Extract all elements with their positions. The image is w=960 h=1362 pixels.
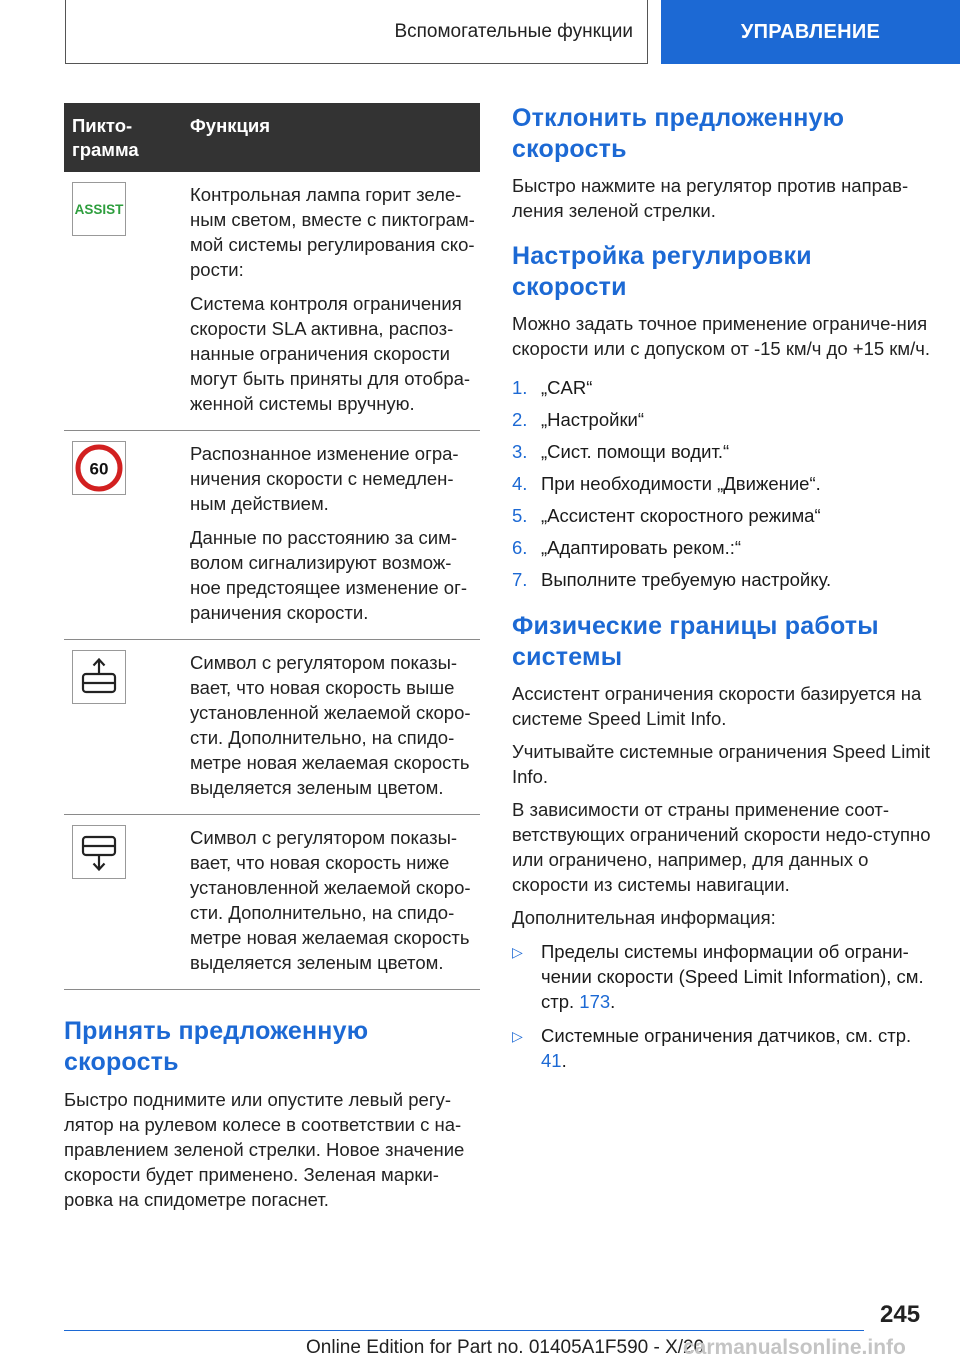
triangle-bullet-icon: ▷ — [512, 944, 523, 960]
edition-info: Online Edition for Part no. 01405A1F590 - X/20 — [306, 1337, 705, 1358]
system-limits-heading: Физические границы работы системы — [512, 612, 879, 671]
assist-icon-text: ASSIST — [74, 202, 124, 217]
list-item: 4. При необходимости „Движение“. — [512, 473, 821, 494]
left-column — [64, 103, 480, 1212]
list-item: 5. „Ассистент скоростного режима“ — [512, 505, 821, 526]
table-row — [64, 640, 480, 815]
list-item: 7. Выполните требуемую настройку. — [512, 569, 832, 590]
list-item: 3. „Сист. помощи водит.“ — [512, 441, 730, 462]
function-text: Символ с регулятором показы-вает, что новая скорость ниже установленной желаемой скоро-сти. Дополнительно, на спидо-метре новая желаемая скорость выделяется зеленым цветом. — [190, 827, 471, 973]
triangle-bullet-icon: ▷ — [512, 1028, 523, 1044]
reference-list — [512, 939, 932, 1073]
limits-text: Ассистент ограничения скорости базируется на системе Speed Limit Info. — [512, 683, 922, 729]
speed-limit-value: 60 — [89, 459, 109, 479]
table-row — [64, 172, 480, 431]
footer-divider — [64, 1330, 864, 1331]
assist-icon — [72, 182, 126, 236]
function-text: Данные по расстоянию за сим-волом сигнализируют возмож-ное предстоящее изменение ог-раничения скорости. — [190, 527, 467, 623]
table-row — [64, 431, 480, 640]
adjust-speed-heading: Настройка регулировки скорости — [512, 242, 812, 301]
column-header-pictogram: Пикто- грамма — [64, 103, 176, 172]
right-column — [512, 103, 932, 1082]
reject-speed-heading: Отклонить предложенную скорость — [512, 104, 845, 163]
function-text: Контрольная лампа горит зеле-ным светом, вместе с пиктограм-мой системы регулирования ско-рости: — [190, 184, 475, 280]
accept-speed-text: Быстро поднимите или опустите левый регу-лятор на рулевом колесе в соответствии с на-правлением зеленой стрелки. Новое значение скорости будет применено. Зеленая марки-ровка на спидометре погаснет. — [64, 1089, 465, 1210]
lever-down-icon — [72, 825, 126, 879]
list-item: 1. „CAR“ — [512, 377, 593, 398]
list-item: 6. „Адаптировать реком.:“ — [512, 537, 742, 558]
function-text: Символ с регулятором показы-вает, что новая скорость выше установленной желаемой скоро-сти. Дополнительно, на спидо-метре новая желаемая скорость выделяется зеленым цветом. — [190, 652, 471, 798]
page-link[interactable]: 173 — [579, 991, 611, 1012]
settings-steps-list — [512, 375, 932, 599]
lever-up-icon — [72, 650, 126, 704]
header-chapter-tab[interactable]: УПРАВЛЕНИЕ — [661, 0, 960, 64]
limits-text: В зависимости от страны применение соот-ветствующих ограничений скорости недо-ступно или ограничено, например, для данных о скорости из системы навигации. — [512, 799, 931, 895]
watermark: carmanualsonline.info — [683, 1336, 906, 1359]
pictogram-table — [64, 103, 480, 990]
list-item: ▷ Системные ограничения датчиков, см. стр. 41. — [512, 1025, 912, 1071]
page-link[interactable]: 41 — [541, 1050, 562, 1071]
page-number: 245 — [880, 1301, 921, 1328]
limits-text: Учитывайте системные ограничения Speed Limit Info. — [512, 741, 930, 787]
function-text: Система контроля ограничения скорости SLA активна, распоз-нанные ограничения скорости могут быть приняты для отобра-женной системы вручную. — [190, 293, 471, 414]
list-item: ▷ Пределы системы информации об ограни-чении скорости (Speed Limit Information), см. стр. 173. — [512, 941, 924, 1012]
more-info-label: Дополнительная информация: — [512, 907, 776, 928]
list-item: 2. „Настройки“ — [512, 409, 645, 430]
table-row — [64, 815, 480, 990]
header-section-title: Вспомогательные функции — [65, 0, 648, 64]
function-text: Распознанное изменение огра-ничения скорости с немедлен-ным действием. — [190, 443, 459, 514]
adjust-speed-text: Можно задать точное применение ограниче-ния скорости или с допуском от -15 км/ч до +15 км/ч. — [512, 313, 931, 359]
column-header-function: Функция — [176, 103, 480, 172]
accept-speed-heading: Принять предложенную скорость — [64, 1017, 369, 1076]
speed-limit-sign-icon — [72, 441, 126, 495]
reject-speed-text: Быстро нажмите на регулятор против направ-ления зеленой стрелки. — [512, 175, 909, 221]
